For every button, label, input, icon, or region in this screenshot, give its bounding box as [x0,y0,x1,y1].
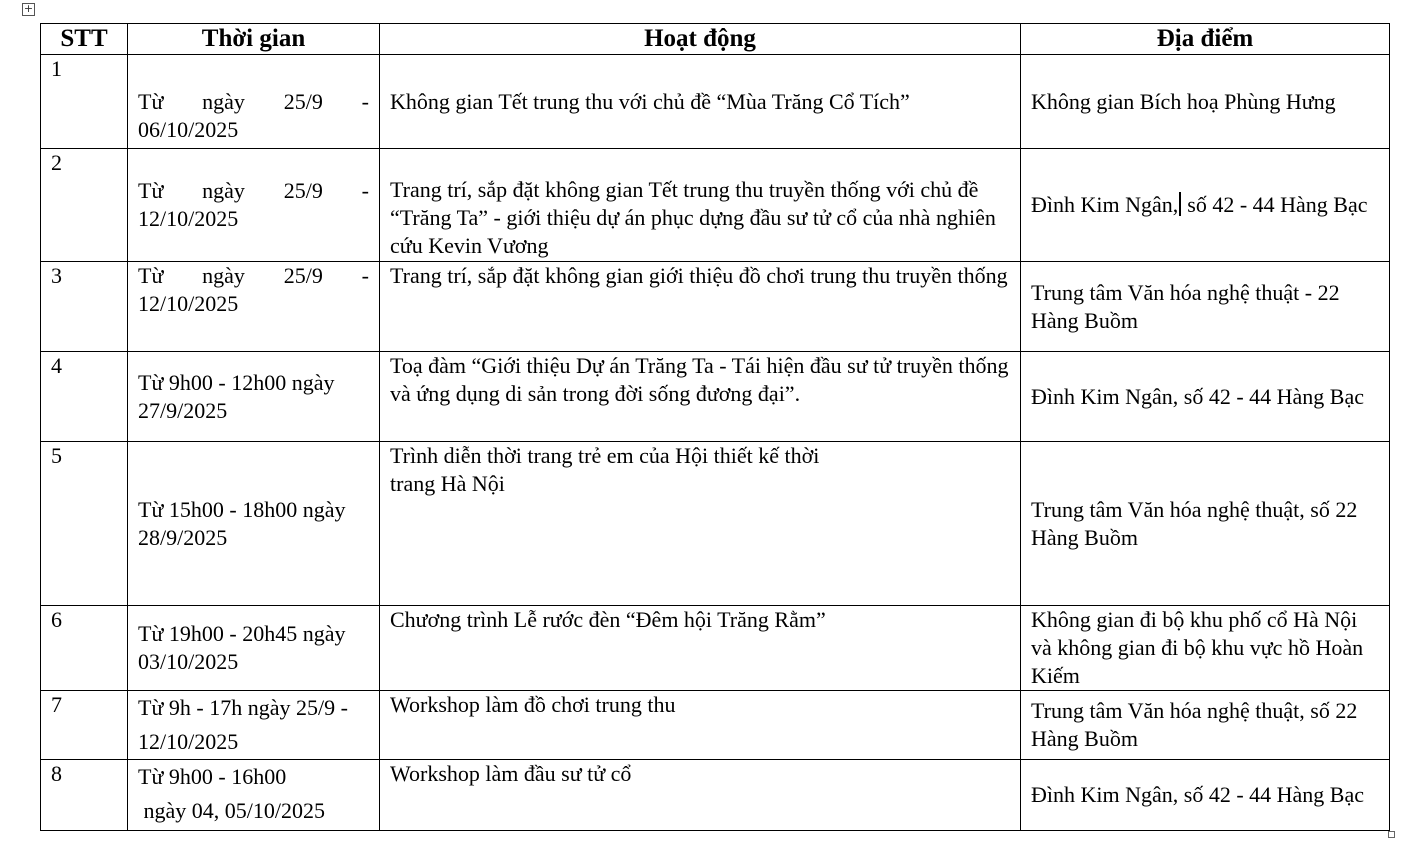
row-location: Trung tâm Văn hóa nghệ thuật, số 22 Hàng Buồm [1021,442,1390,606]
header-activity: Hoạt động [380,24,1021,55]
row-activity: Workshop làm đồ chơi trung thu [380,691,1021,760]
row-location: Trung tâm Văn hóa nghệ thuật - 22 Hàng Buồm [1021,262,1390,352]
row-time: Từ ngày 25/9 - 12/10/2025 [128,262,380,352]
row-stt: 6 [41,606,128,691]
table-move-icon[interactable]: + [23,2,34,15]
row-stt: 5 [41,442,128,606]
time-line: 12/10/2025 [138,729,239,754]
row-activity: Trang trí, sắp đặt không gian Tết trung thu truyền thống với chủ đề “Trăng Ta” - giới thiệu dự án phục dựng đầu sư tử cổ của nhà nghiên cứu Kevin Vương [380,149,1021,262]
activity-line: trang Hà Nội [390,471,505,496]
row-stt: 3 [41,262,128,352]
row-time: Từ 9h00 - 12h00 ngày 27/9/2025 [128,352,380,442]
row-time [128,760,380,831]
row-location: Đình Kim Ngân, số 42 - 44 Hàng Bạc [1021,352,1390,442]
row-stt: 2 [41,149,128,262]
table-row [41,149,1390,262]
table-row [41,691,1390,760]
row-time: Từ 19h00 - 20h45 ngày 03/10/2025 [128,606,380,691]
row-time: Từ ngày 25/9 - 12/10/2025 [128,149,380,262]
row-activity: Trang trí, sắp đặt không gian giới thiệu đồ chơi trung thu truyền thống [380,262,1021,352]
table-header-row [41,24,1390,55]
table-resize-icon[interactable] [1388,831,1395,838]
row-stt: 7 [41,691,128,760]
table-row [41,352,1390,442]
row-location: Đình Kim Ngân, số 42 - 44 Hàng Bạc [1021,760,1390,831]
header-time: Thời gian [128,24,380,55]
row-time [128,691,380,760]
text-cursor [1179,192,1181,216]
schedule-table [40,23,1390,831]
time-line: ngày 04, 05/10/2025 [138,798,325,823]
header-location: Địa điểm [1021,24,1390,55]
row-activity [380,442,1021,606]
table-row [41,760,1390,831]
row-activity: Không gian Tết trung thu với chủ đề “Mùa Trăng Cổ Tích” [380,55,1021,149]
header-stt: STT [41,24,128,55]
location-text: số 42 - 44 Hàng Bạc [1181,192,1368,217]
row-location: Không gian đi bộ khu phố cổ Hà Nội và không gian đi bộ khu vực hồ Hoàn Kiếm [1021,606,1390,691]
row-activity: Workshop làm đầu sư tử cổ [380,760,1021,831]
row-location: Không gian Bích hoạ Phùng Hưng [1021,55,1390,149]
activity-line: Trình diễn thời trang trẻ em của Hội thiết kế thời [390,443,820,468]
row-location [1021,149,1390,262]
row-stt: 8 [41,760,128,831]
time-line: Từ 9h00 - 16h00 [138,764,287,789]
table-row [41,442,1390,606]
table-row [41,55,1390,149]
location-text: Đình Kim Ngân, [1031,192,1179,217]
table-row [41,606,1390,691]
row-stt: 1 [41,55,128,149]
row-activity: Toạ đàm “Giới thiệu Dự án Trăng Ta - Tái hiện đầu sư tử truyền thống và ứng dụng di sản trong đời sống đương đại”. [380,352,1021,442]
row-activity: Chương trình Lễ rước đèn “Đêm hội Trăng Rằm” [380,606,1021,691]
time-line: Từ 9h - 17h ngày 25/9 - [138,695,348,720]
row-time: Từ ngày 25/9 - 06/10/2025 [128,55,380,149]
row-location: Trung tâm Văn hóa nghệ thuật, số 22 Hàng Buồm [1021,691,1390,760]
table-row [41,262,1390,352]
row-stt: 4 [41,352,128,442]
row-time: Từ 15h00 - 18h00 ngày 28/9/2025 [128,442,380,606]
